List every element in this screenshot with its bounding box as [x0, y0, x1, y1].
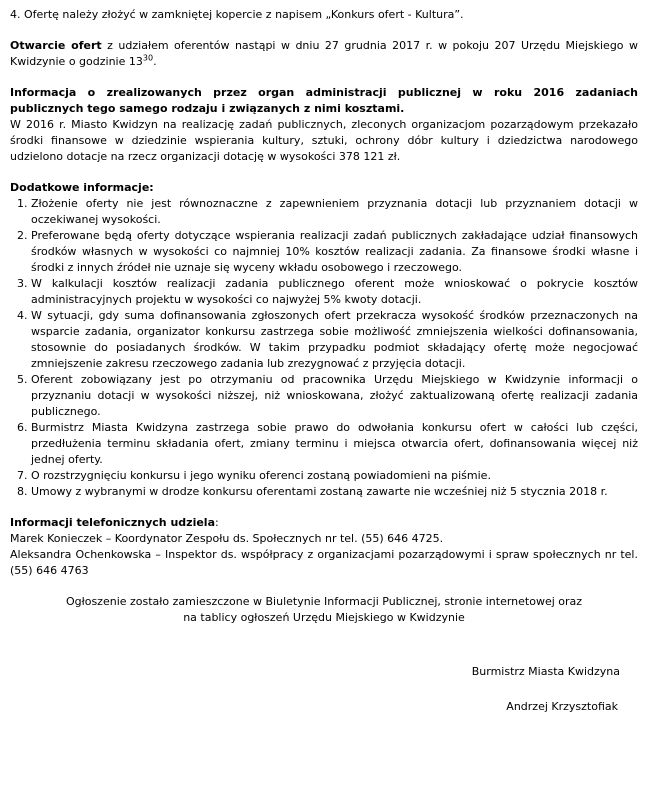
additional-info-item-1: 1. Złożenie oferty nie jest równoznaczne z zapewnieniem przyznania dotacji lub przyznaniem dotacji w oczekiwanej wysokości. — [31, 196, 638, 228]
additional-info-item-7: 7. O rozstrzygnięciu konkursu i jego wyniku oferenci zostaną powiadomieni na piśmie. — [31, 468, 638, 484]
envelope-instruction-text: 4. Ofertę należy złożyć w zamkniętej kopercie z napisem „Konkurs ofert - Kultura”. — [10, 8, 464, 21]
signature-name: Andrzej Krzysztofiak — [506, 700, 618, 713]
additional-info-heading: Dodatkowe informacje: — [10, 181, 154, 194]
publication-note-line-2: na tablicy ogłoszeń Urzędu Miejskiego w Kwidzynie — [183, 611, 465, 624]
phone-info-heading — [10, 515, 638, 531]
phone-info-heading-bold: Informacji telefonicznych udziela — [10, 516, 215, 529]
opening-lead-bold: Otwarcie ofert — [10, 39, 102, 52]
opening-period: . — [153, 55, 157, 68]
publication-note-line-1: Ogłoszenie zostało zamieszczone w Biuletynie Informacji Publicznej, stronie internetowej oraz — [65, 595, 583, 608]
envelope-instruction-item — [10, 7, 638, 23]
additional-info-item-3: 3. W kalkulacji kosztów realizacji zadania publicznego oferent może wnioskować o pokrycie kosztów administracyjnych projektu w wysokości co najwyżej 5% kwoty dotacji. — [31, 276, 638, 308]
opening-text: z udziałem oferentów nastąpi w dniu 27 grudnia 2017 r. w pokoju 207 Urzędu Miejskiego w Kwidzynie o godzinie 13 — [10, 39, 639, 68]
additional-info-item-2: 2. Preferowane będą oferty dotyczące wspierania realizacji zadań publicznych zakładające udział finansowych środków własnych w wysokości co najmniej 10% kosztów realizacji zadania. Za finansowe środki własne i środki z innych źródeł nie uznaje się wyceny wkładu osobowego i rzeczowego. — [31, 228, 638, 276]
additional-info-item-5: 5. Oferent zobowiązany jest po otrzymaniu od pracownika Urzędu Miejskiego w Kwidzynie informacji o przyznaniu dotacji w wysokości niższej, niż wnioskowana, złożyć zaktualizowaną ofertę realizacji zadania publicznego. — [31, 372, 638, 420]
additional-info-item-4: 4. W sytuacji, gdy suma dofinansowania zgłoszonych ofert przekracza wysokość środków przeznaczonych na wsparcie zadania, organizator konkursu zastrzega sobie możliwość zmniejszenia wielkości dofinansowania, stosownie do posiadanych środków. W takim przypadku podmiot składający ofertę może negocjować zmniejszenie zakresu rzeczowego zadania lub zrezygnować z przyjęcia dotacji. — [31, 308, 638, 372]
additional-info-list — [10, 196, 638, 500]
contact-line-aleksandra: Aleksandra Ochenkowska – Inspektor ds. współpracy z organizacjami pozarządowymi i spraw społecznych nr tel. (55) 646 4763 — [10, 548, 638, 577]
additional-info-item-6: 6. Burmistrz Miasta Kwidzyna zastrzega sobie prawo do odwołania konkursu ofert w całości lub części, przedłużenia terminu składania ofert, zmiany terminu i miejsca otwarcia ofert, dofinansowania więcej niż jednej oferty. — [31, 420, 638, 468]
additional-info-item-8: 8. Umowy z wybranymi w drodze konkursu oferentami zostaną zawarte nie wcześniej niż 5 stycznia 2018 r. — [31, 484, 638, 500]
info-2016-heading: Informacja o zrealizowanych przez organ administracji publicznej w roku 2016 zadaniach publicznych tego samego rodzaju i związanych z nimi kosztami. — [10, 86, 638, 115]
publication-note — [10, 594, 638, 626]
offer-opening-paragraph — [10, 38, 638, 70]
phone-info-heading-colon: : — [215, 516, 219, 529]
opening-time-superscript: 30 — [142, 53, 154, 63]
info-2016-body: W 2016 r. Miasto Kwidzyn na realizację zadań publicznych, zleconych organizacjom pozarządowym przekazało środki finansowe w dziedzinie wspierania kultury, sztuki, ochrony dóbr kultury i dziedzictwa narodowego udzielono dotacje na rzecz organizacji dotację w wysokości 378 121 zł. — [10, 118, 638, 163]
signature-title: Burmistrz Miasta Kwidzyna — [471, 665, 620, 678]
contact-line-marek: Marek Konieczek – Koordynator Zespołu ds. Społecznych nr tel. (55) 646 4725. — [10, 532, 444, 545]
